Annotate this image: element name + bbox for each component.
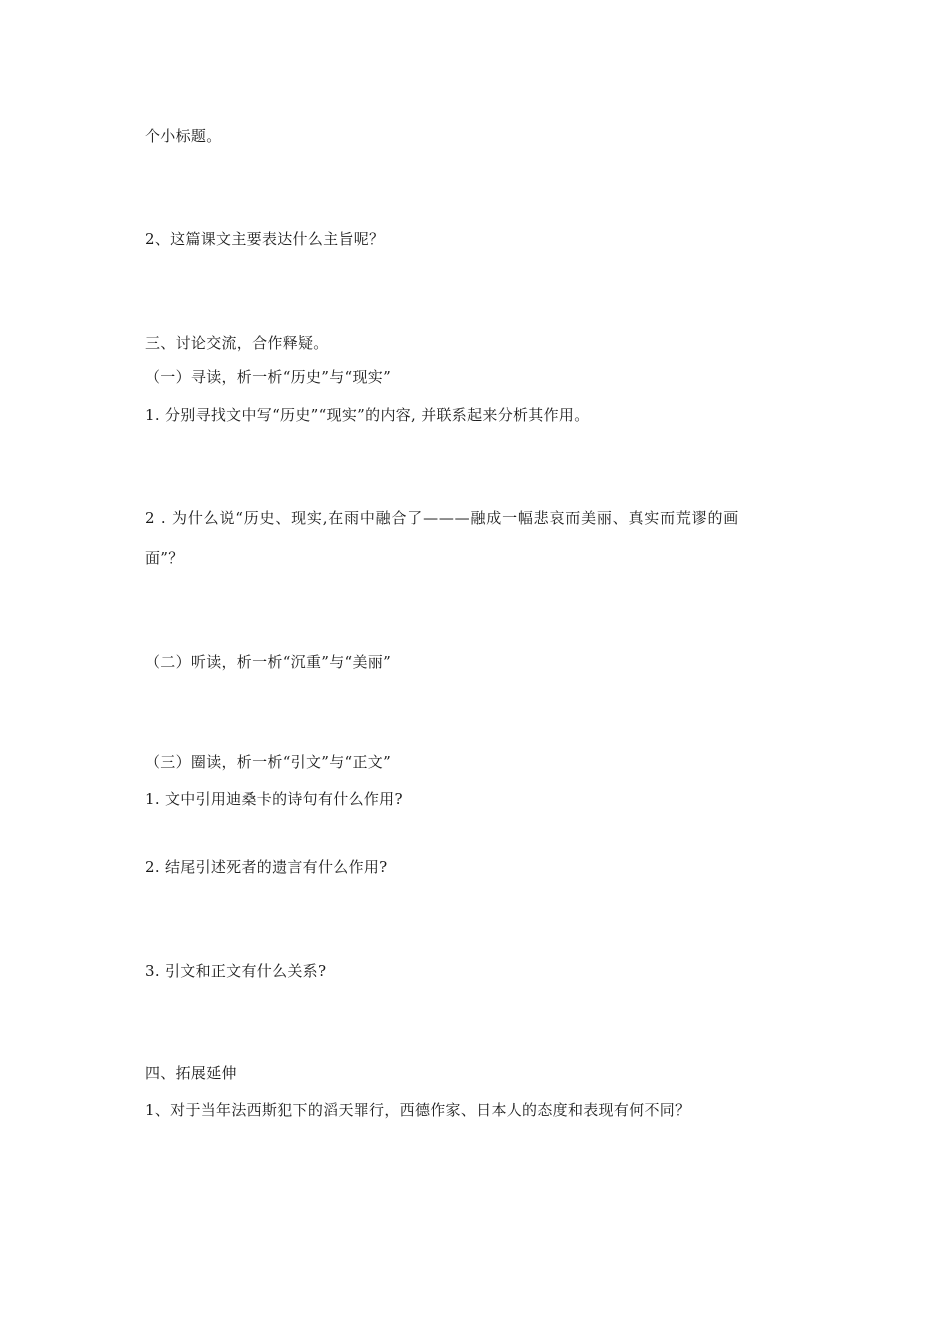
section-4-question-1: 1、对于当年法西斯犯下的滔天罪行，西德作家、日本人的态度和表现有何不同？ xyxy=(145,1101,691,1119)
subsection-1-question-2-cont: 面”？ xyxy=(145,549,184,567)
subsection-3-question-2: 2. 结尾引述死者的遗言有什么作用? xyxy=(145,858,388,876)
section-3-heading: 三、讨论交流，合作释疑。 xyxy=(145,334,329,352)
subsection-3-heading: （三）圈读，析一析“引文”与“正文” xyxy=(145,753,392,771)
subsection-2-heading: （二）听读，析一析“沉重”与“美丽” xyxy=(145,653,392,671)
subsection-3-question-3: 3. 引文和正文有什么关系? xyxy=(145,962,327,980)
subsection-1-question-1: 1. 分别寻找文中写“历史”“现实”的内容, 并联系起来分析其作用。 xyxy=(145,406,590,424)
text-line-subtitle-continuation: 个小标题。 xyxy=(145,127,222,145)
subsection-1-question-2: 2 . 为什么说“历史、现实,在雨中融合了———融成一幅悲哀而美丽、真实而荒谬的画 xyxy=(145,509,740,527)
subsection-3-question-1: 1. 文中引用迪桑卡的诗句有什么作用? xyxy=(145,790,403,808)
section-4-heading: 四、拓展延伸 xyxy=(145,1064,237,1082)
subsection-1-heading: （一）寻读，析一析“历史”与“现实” xyxy=(145,368,392,386)
question-2-main-idea: 2、这篇课文主要表达什么主旨呢？ xyxy=(145,230,385,248)
